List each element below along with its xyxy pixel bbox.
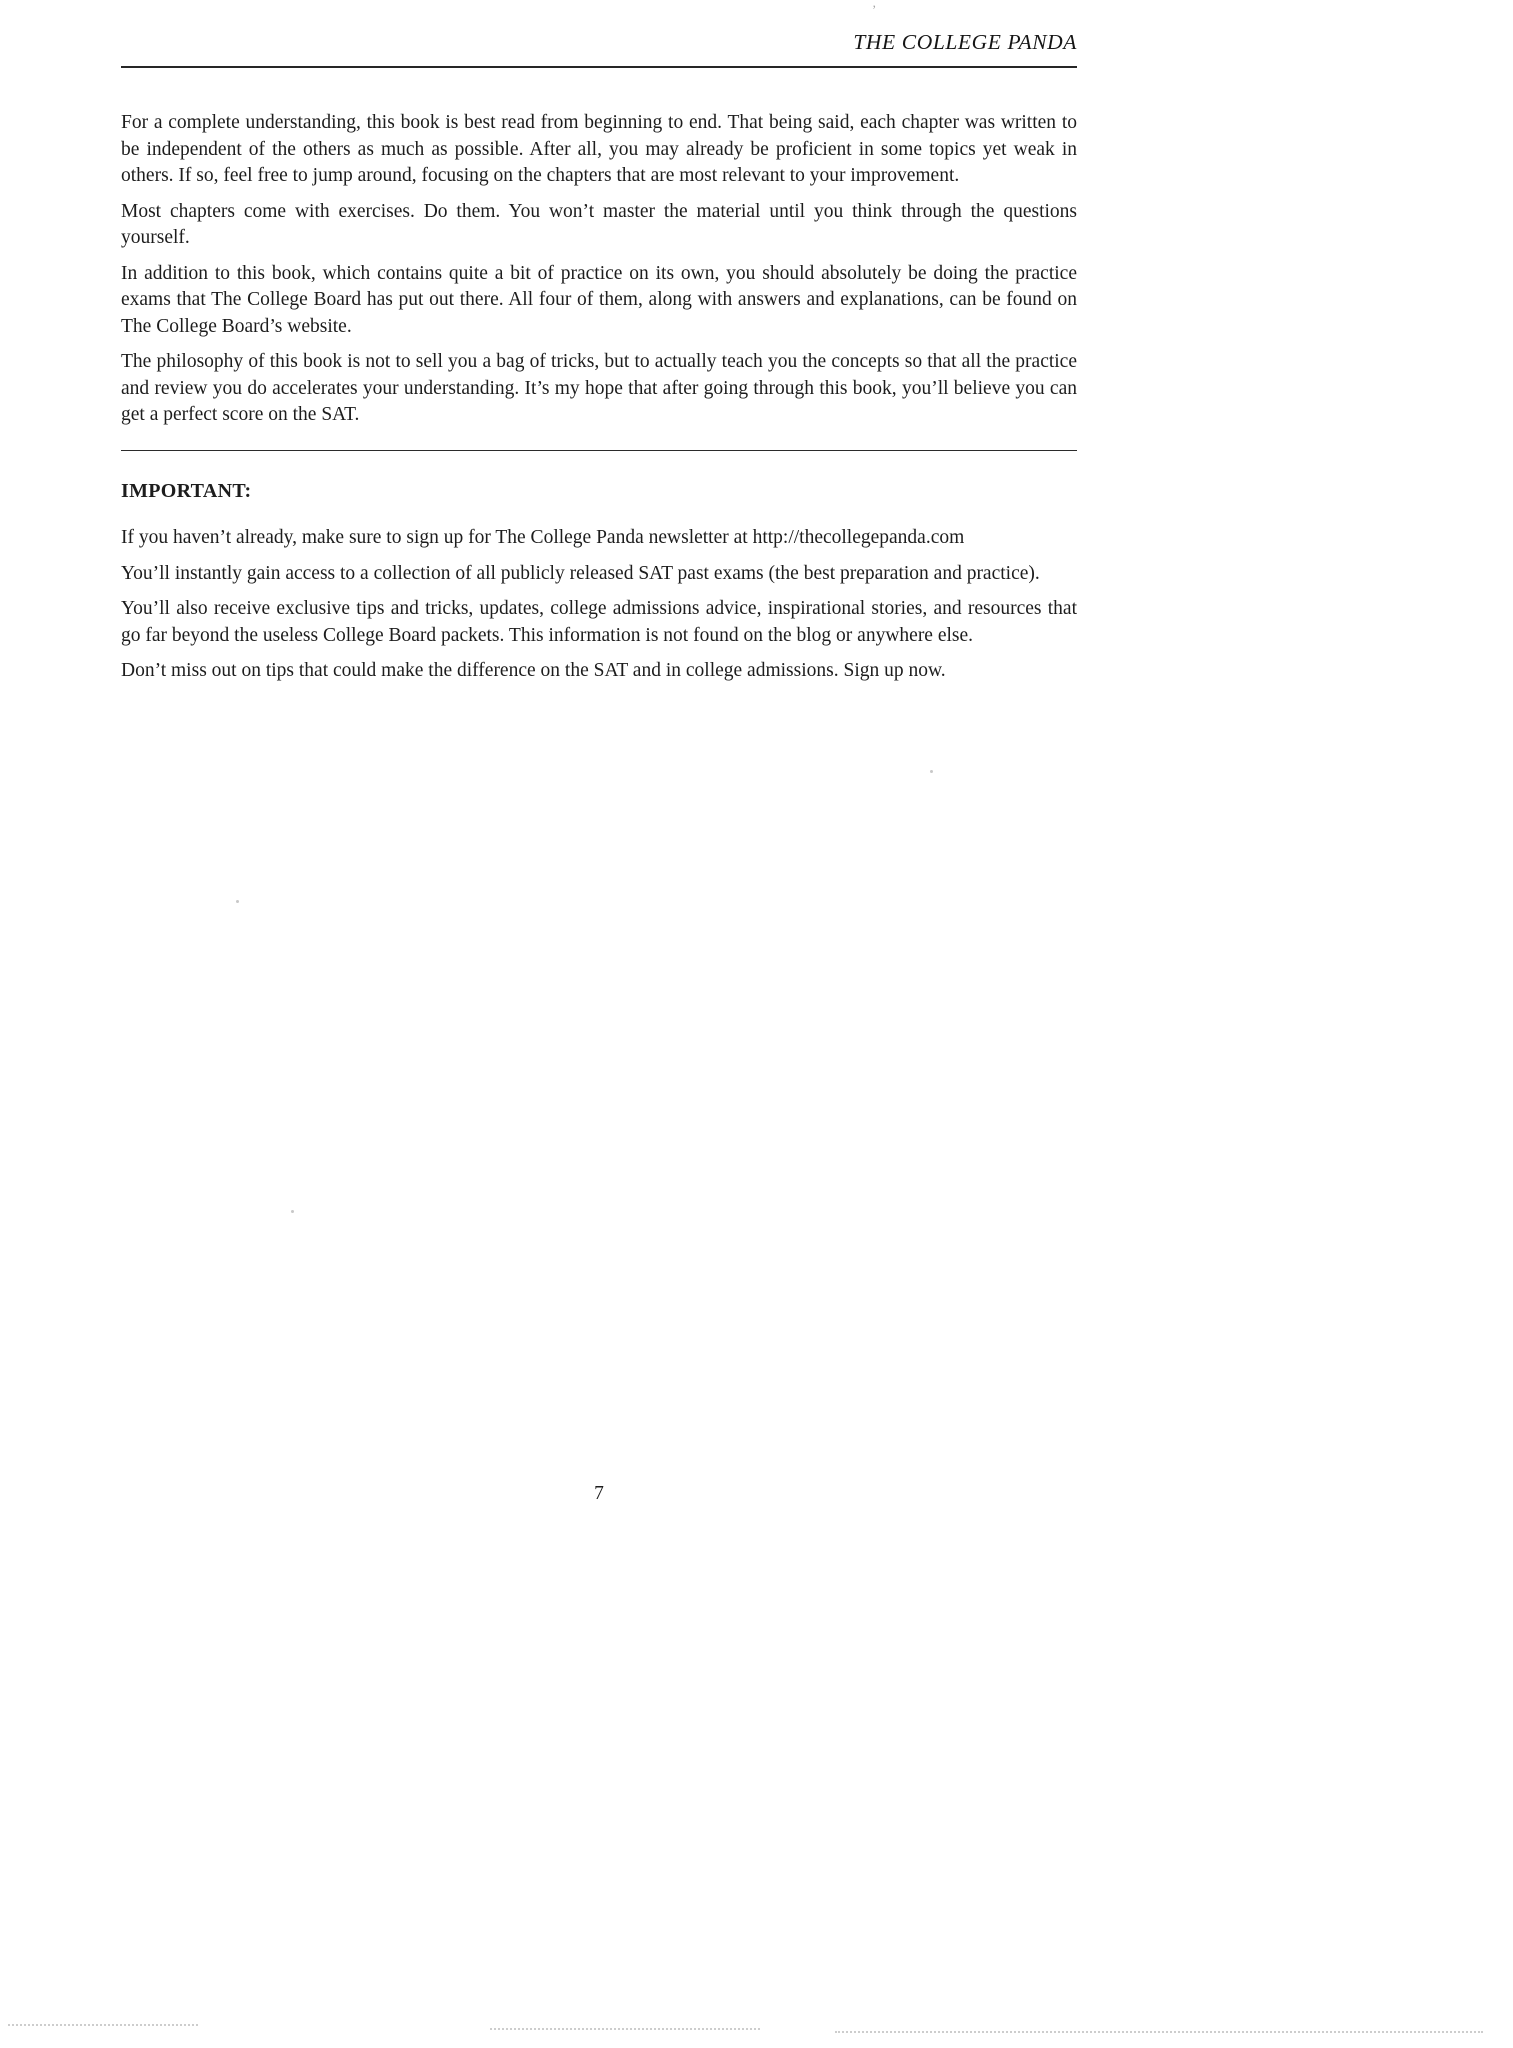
important-paragraph-2: You’ll instantly gain access to a collection of all publicly released SAT past exams (the best preparation and practice). (121, 562, 1040, 584)
important-paragraph-1: If you haven’t already, make sure to sign up for The College Panda newsletter at http://thecollegepanda.com (121, 527, 965, 548)
scan-artifact-line (835, 2031, 1483, 2033)
important-paragraph-3: You’ll also receive exclusive tips and tricks, updates, college admissions advice, inspirational stories, and resources that go far beyond the useless College Board packets. This information is not found on the blog or anywhere else. (121, 598, 1077, 646)
header-rule (121, 66, 1077, 68)
intro-paragraph-4: The philosophy of this book is not to sell you a bag of tricks, but to actually teach you the concepts so that all the practice and review you do accelerates your understanding. It’s my hope that after going through this book, you’ll believe you can get a perfect score on the SAT. (121, 351, 1077, 425)
important-paragraph-4: Don’t miss out on tips that could make the difference on the SAT and in college admissions. Sign up now. (121, 660, 946, 681)
scan-artifact-line (490, 2028, 760, 2030)
scan-speck-top: ’ (872, 2, 877, 17)
intro-paragraph-2: Most chapters come with exercises. Do them. You won’t master the material until you think through the questions yourself. (121, 200, 1077, 248)
scan-speck (236, 900, 239, 903)
scan-speck (930, 770, 933, 773)
important-heading: IMPORTANT: (121, 479, 252, 502)
page-number: 7 (594, 1483, 604, 1504)
page-content (121, 110, 1077, 694)
intro-paragraph-3: In addition to this book, which contains quite a bit of practice on its own, you should absolutely be doing the practice exams that The College Board has put out there. All four of them, along with answers and explanations, can be found on The College Board’s website. (121, 262, 1077, 337)
intro-paragraph-1: For a complete understanding, this book is best read from beginning to end. That being said, each chapter was written to be independent of the others as much as possible. After all, you may already be proficient in some topics yet weak in others. If so, feel free to jump around, focusing on the chapters that are most relevant to your improvement. (121, 112, 1077, 186)
scan-artifact-line (8, 2024, 198, 2026)
section-divider-rule (121, 450, 1077, 451)
scan-speck (291, 1210, 294, 1213)
running-head: THE COLLEGE PANDA (853, 30, 1077, 54)
